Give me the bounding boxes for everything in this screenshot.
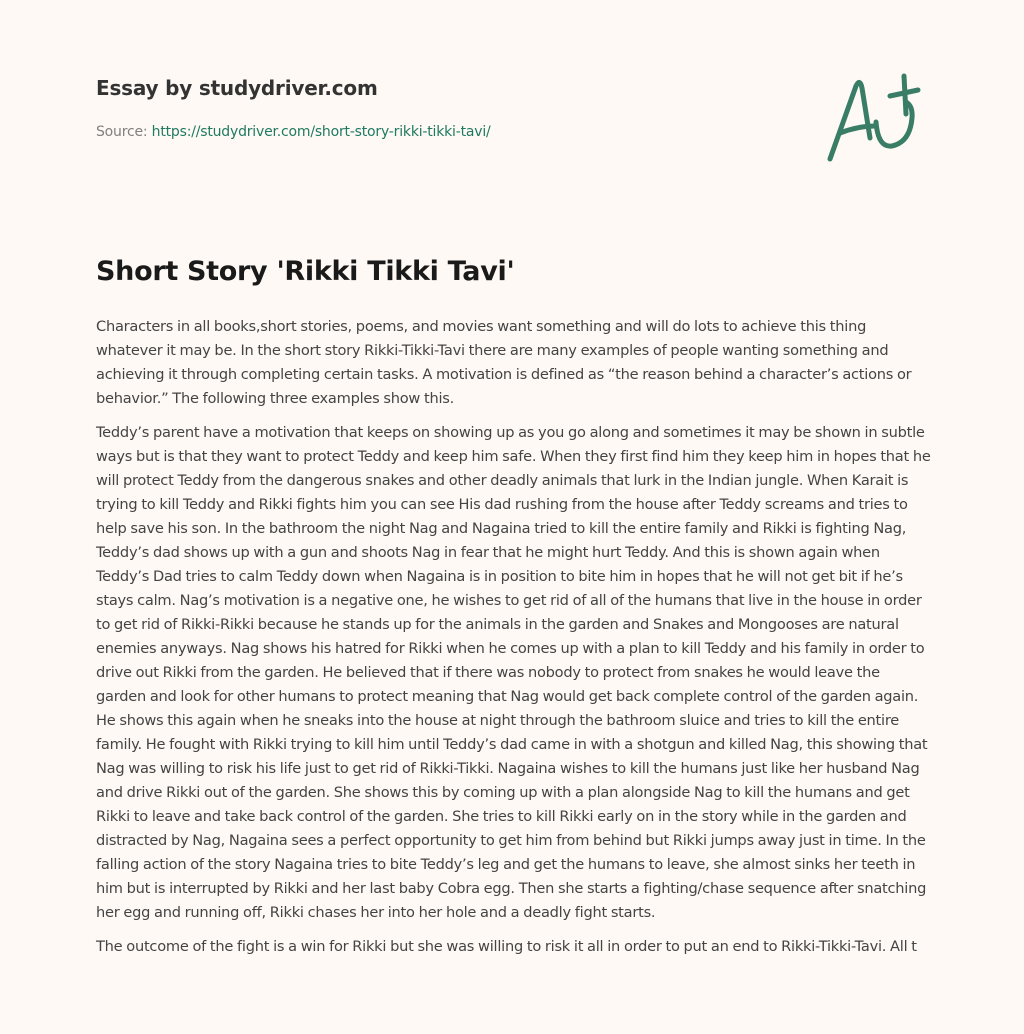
site-header <box>96 76 378 100</box>
source-link[interactable]: https://studydriver.com/short-story-rikki-tikki-tavi/ <box>151 124 491 140</box>
paragraph-1: Characters in all books,short stories, poems, and movies want something and will do lots to achieve this thing whatever it may be. In the short story Rikki-Tikki-Tavi there are many examples of people wanting something and achieving it through completing certain tasks. A motivation is defined as “the reason behind a character’s actions or behavior.” The following three examples show this. <box>96 318 912 407</box>
document-title: Short Story 'Rikki Tikki Tavi' <box>96 256 515 287</box>
source-label: Source: <box>96 124 152 140</box>
site-title: Essay by studydriver.com <box>96 76 378 100</box>
paragraph-2: Teddy’s parent have a motivation that keeps on showing up as you go along and sometimes it may be shown in subtle ways but is that they want to protect Teddy and keep him safe. When they first find him they keep him in hopes that he will protect Teddy from the dangerous snakes and other deadly animals that lurk in the Indian jungle. When Karait is trying to kill Teddy and Rikki fights him you can see His dad rushing from the house after Teddy screams and tries to help save his son. In the bathroom the night Nag and Nagaina tried to kill the entire family and Rikki is fighting Nag, Teddy’s dad shows up with a gun and shoots Nag in fear that he might hurt Teddy. And this is shown again when Teddy’s Dad tries to calm Teddy down when Nagaina is in position to bite him in hopes that he will not get bit if he’s stays calm. Nag’s motivation is a negative one, he wishes to get rid of all of the humans that live in the house in order to get rid of Rikki-Rikki because he stands up for the animals in the garden and Snakes and Mongooses are natural enemies anyways. Nag shows his hatred for Rikki when he comes up with a plan to kill Teddy and his family in order to drive out Rikki from the garden. He believed that if there was nobody to protect from snakes he would leave the garden and look for other humans to protect meaning that Nag would get back complete control of the garden again. He shows this again when he sneaks into the house at night through the bathroom sluice and tries to kill the entire family. He fought with Rikki trying to kill him until Teddy’s dad came in with a shotgun and killed Nag, this showing that Nag was willing to risk his life just to get rid of Rikki-Tikki. Nagaina wishes to kill the humans just like her husband Nag and drive Rikki out of the garden. She shows this by coming up with a plan alongside Nag to kill the humans and get Rikki to leave and take back control of the garden. She tries to kill Rikki early on in the story while in the garden and distracted by Nag, Nagaina sees a perfect opportunity to get him from behind but Rikki jumps away just in time. In the falling action of the story Nagaina tries to bite Teddy’s leg and get the humans to leave, she almost sinks her teeth in him but is interrupted by Rikki and her last baby Cobra egg. Then she starts a fighting/chase sequence after snatching her egg and running off, Rikki chases her into her hole and a deadly fight starts. <box>96 424 931 921</box>
paragraph-3: The outcome of the fight is a win for Rikki but she was willing to risk it all in order to put an end to Rikki-Tikki-Tavi. All t <box>96 938 917 955</box>
a-plus-grade-icon <box>820 66 930 166</box>
document-body <box>96 315 932 969</box>
logo-svg <box>820 66 930 166</box>
source-line <box>96 124 491 140</box>
